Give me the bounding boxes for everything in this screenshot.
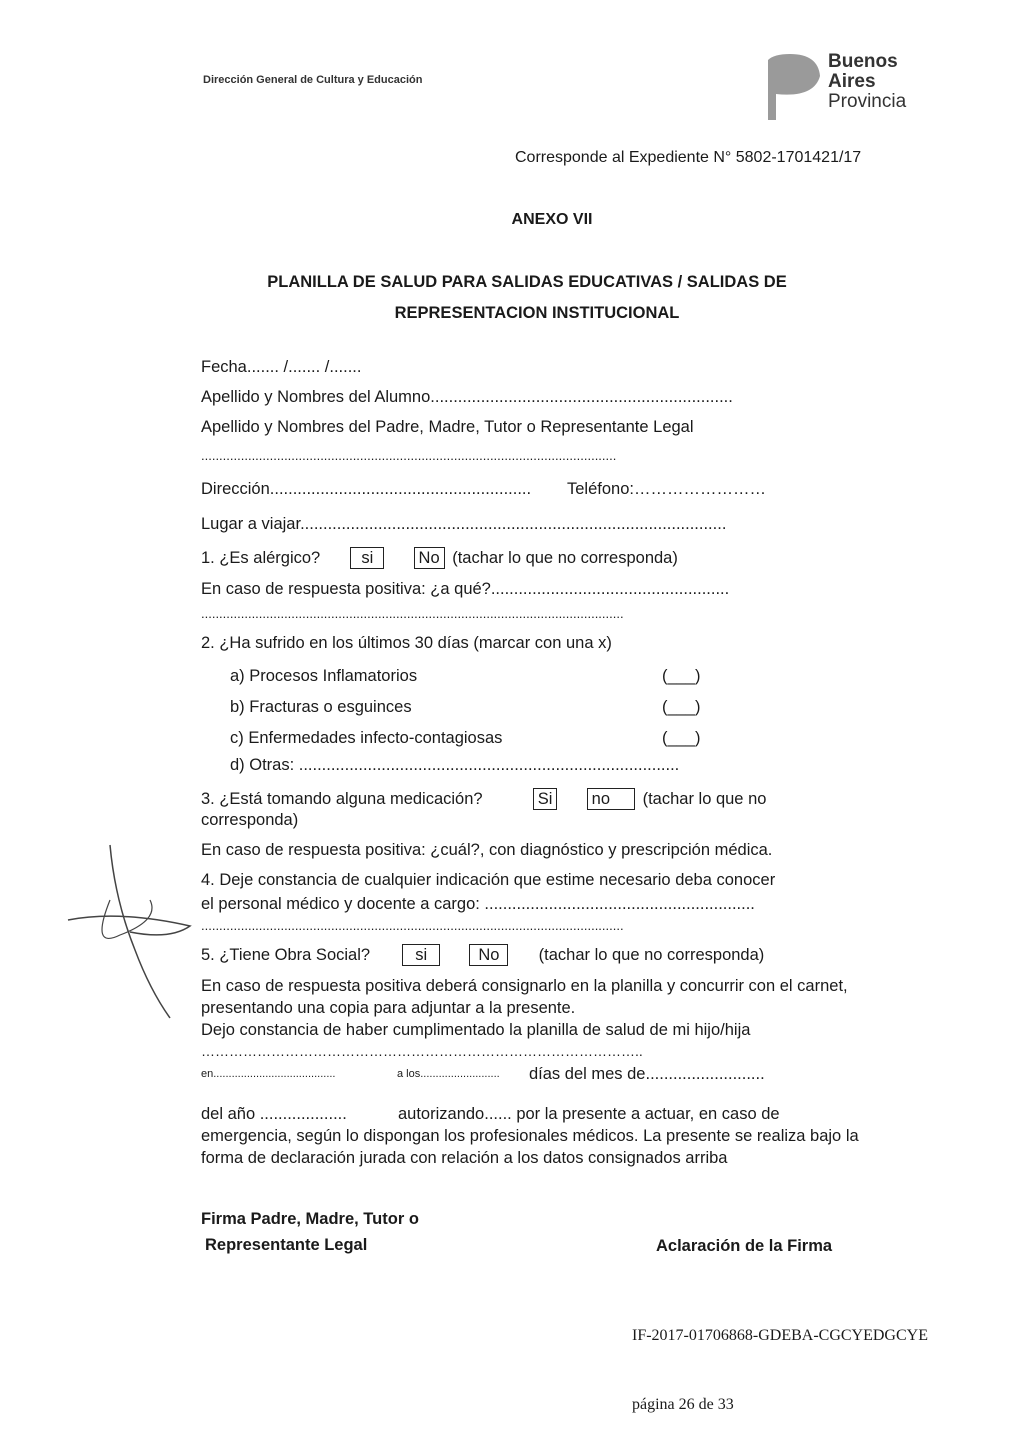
question-3 [201, 788, 766, 810]
a-los-field: a los.......................... [397, 1068, 500, 1080]
forma-text: forma de declaración jurada con relación a los datos consignados arriba [201, 1149, 728, 1167]
question-5 [201, 944, 764, 966]
q2-option-a: a) Procesos Inflamatorios [230, 667, 418, 685]
logo-line-1: Buenos [828, 51, 898, 72]
q2-mark-b: (___) [662, 698, 701, 716]
handwritten-signature-mark [60, 840, 210, 1020]
aclaracion-label: Aclaración de la Firma [656, 1237, 833, 1255]
q2-option-c: c) Enfermedades infecto-contagiosas [230, 729, 503, 747]
firma-label-2: Representante Legal [205, 1236, 368, 1254]
q1-line: ..................................................................................................................... [201, 606, 624, 621]
autorizando-text: autorizando...... por la presente a actuar, en caso de [398, 1105, 780, 1123]
q4-line-2: el personal médico y docente a cargo: ........................................................... [201, 895, 755, 913]
q1-label: 1. ¿Es alérgico? [201, 549, 321, 567]
province-logo-icon [762, 50, 824, 122]
q1-si-box: si [350, 547, 384, 569]
q3-follow: En caso de respuesta positiva: ¿cuál?, con diagnóstico y prescripción médica. [201, 841, 773, 859]
question-2: 2. ¿Ha sufrido en los últimos 30 días (marcar con una x) [201, 634, 612, 652]
q5-follow-1: En caso de respuesta positiva deberá consignarlo en la planilla y concurrir con el carnet, [201, 977, 848, 995]
q2-option-b: b) Fracturas o esguinces [230, 698, 412, 716]
padre-line: ................................................................................................................... [201, 448, 617, 463]
q3-tail: (tachar lo que no [642, 790, 767, 808]
telefono-field: Teléfono:…………………… [567, 480, 766, 498]
q5-tail: (tachar lo que no corresponda) [538, 946, 765, 964]
document-code: IF-2017-01706868-GDEBA-CGCYEDGCYE [632, 1327, 928, 1344]
q1-no-box: No [414, 547, 445, 569]
alumno-field: Apellido y Nombres del Alumno.................................................................. [201, 388, 733, 406]
q5-follow-2: presentando una copia para adjuntar a la presente. [201, 999, 576, 1017]
q2-mark-c: (___) [662, 729, 701, 747]
en-field: en........................................ [201, 1068, 336, 1080]
constancia-line: ………………………………………………………………………………….. [201, 1043, 643, 1059]
q3-si-box: Si [533, 788, 558, 810]
constancia-text: Dejo constancia de haber cumplimentado la planilla de salud de mi hijo/hija [201, 1021, 751, 1039]
anexo-title: ANEXO VII [511, 211, 593, 228]
del-ano-field: del año ................... [201, 1105, 347, 1123]
q4-line-3: ..................................................................................................................... [201, 918, 624, 933]
emergencia-text: emergencia, según lo dispongan los profesionales médicos. La presente se realiza bajo la [201, 1127, 859, 1145]
question-1 [201, 547, 678, 569]
form-title-line-1: PLANILLA DE SALUD PARA SALIDAS EDUCATIVAS / SALIDAS DE [267, 273, 787, 291]
expediente: Corresponde al Expediente N° 5802-1701421/17 [515, 149, 862, 166]
org-header: Dirección General de Cultura y Educación [203, 74, 423, 86]
q1-follow: En caso de respuesta positiva: ¿a qué?.................................................... [201, 580, 730, 598]
firma-label-1: Firma Padre, Madre, Tutor o [201, 1210, 419, 1228]
padre-label: Apellido y Nombres del Padre, Madre, Tutor o Representante Legal [201, 418, 694, 436]
form-title-line-2: REPRESENTACION INSTITUCIONAL [394, 304, 680, 322]
logo-line-2: Aires [828, 71, 876, 92]
q2-option-d: d) Otras: ................................................................................... [230, 756, 680, 774]
q3-label: 3. ¿Está tomando alguna medicación? [201, 790, 483, 808]
q3-tail-2: corresponda) [201, 811, 299, 829]
lugar-field: Lugar a viajar............................................................................................. [201, 515, 727, 533]
q5-label: 5. ¿Tiene Obra Social? [201, 946, 371, 964]
q3-no-box: no [587, 788, 635, 810]
logo-line-3: Provincia [828, 91, 907, 112]
q1-tail: (tachar lo que no corresponda) [452, 549, 678, 567]
q4-line-1: 4. Deje constancia de cualquier indicación que estime necesario deba conocer [201, 871, 776, 889]
q5-no-box: No [469, 944, 508, 966]
fecha-field: Fecha....... /....... /....... [201, 358, 362, 376]
direccion-field: Dirección......................................................... [201, 480, 532, 498]
q5-si-box: si [402, 944, 440, 966]
q2-mark-a: (___) [662, 667, 701, 685]
page-number: página 26 de 33 [632, 1396, 734, 1413]
logo-text [828, 52, 906, 112]
dias-field: días del mes de.......................... [529, 1065, 765, 1083]
